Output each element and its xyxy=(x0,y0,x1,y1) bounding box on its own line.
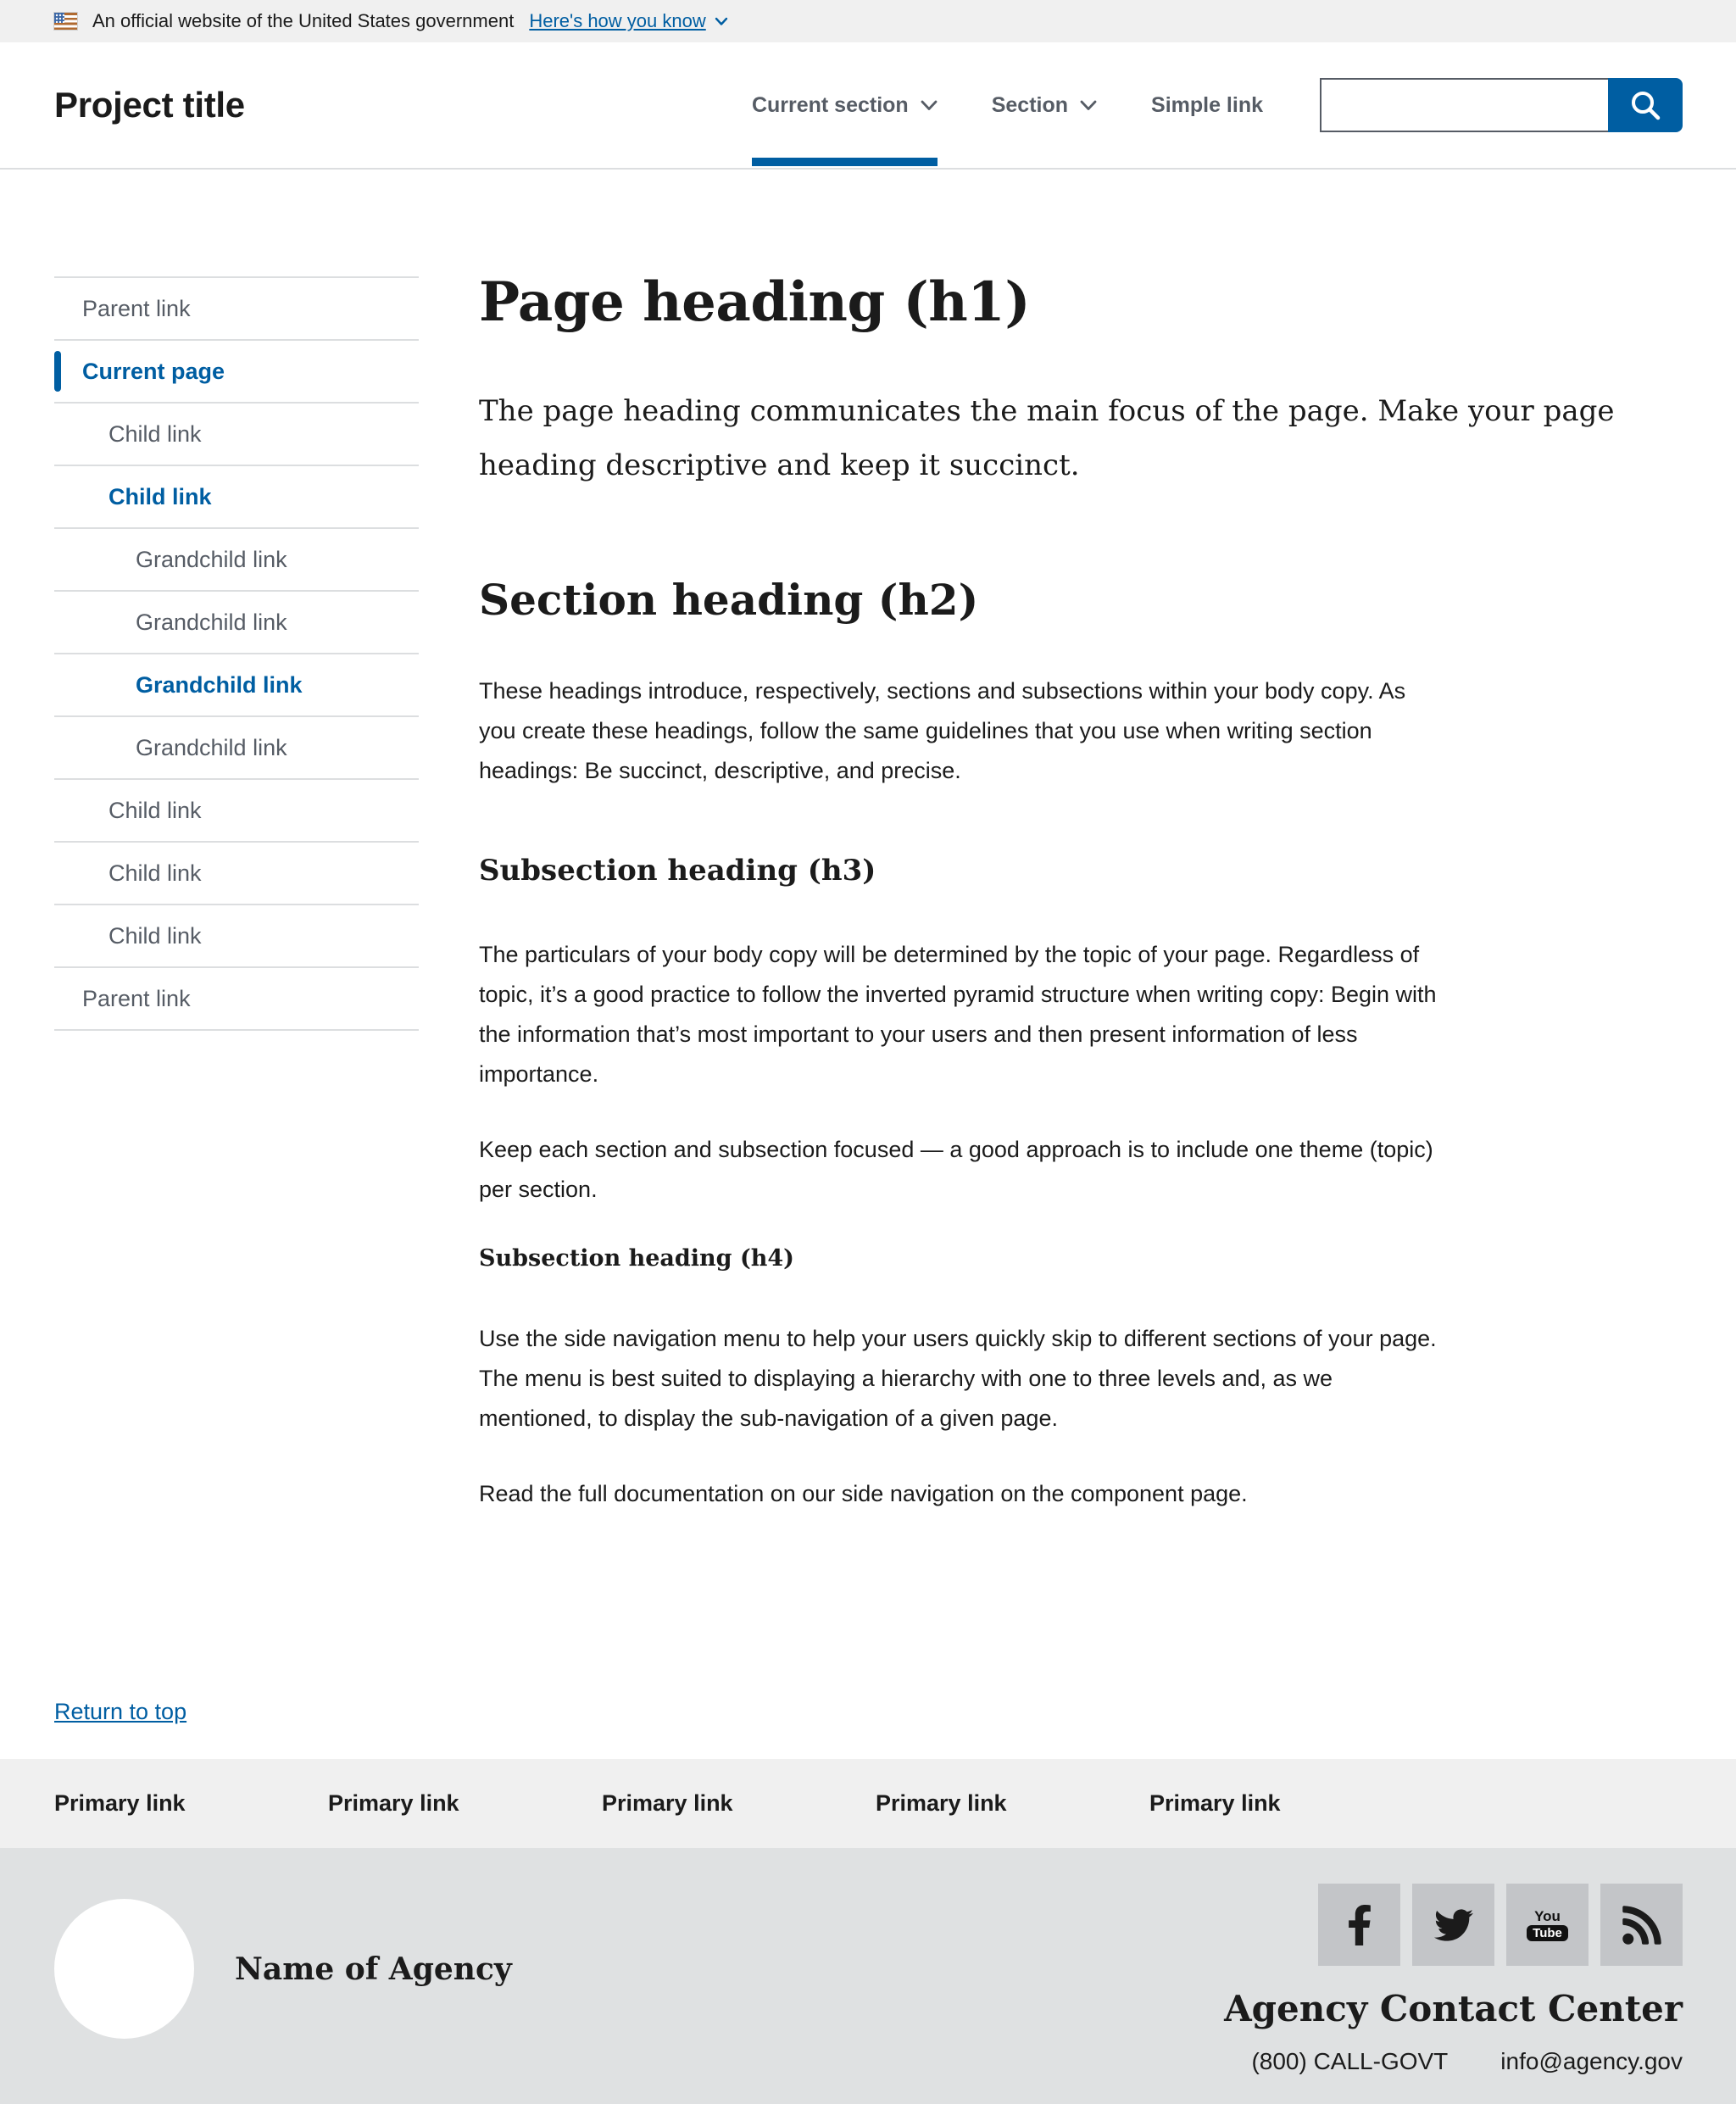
footer-primary-item: Primary link xyxy=(328,1790,459,1816)
footer-secondary xyxy=(0,1848,1736,2104)
sidenav-item-child-link: Child link xyxy=(54,904,419,966)
nav-item-label: Section xyxy=(991,92,1069,117)
sidenav-item-parent-link: Parent link xyxy=(54,276,419,339)
site-header xyxy=(0,42,1736,170)
banner-link-label: Here's how you know xyxy=(529,10,706,31)
paragraph: Keep each section and subsection focused — a good approach is to include one theme (topic) per section. xyxy=(479,1137,1433,1202)
intro-paragraph: The page heading communicates the main focus of the page. Make your page heading descriptive and keep it succinct. xyxy=(479,394,1615,483)
subsection-heading-h3: Subsection heading (h3) xyxy=(479,853,876,888)
contact-email-link[interactable]: info@agency.gov xyxy=(1500,2048,1683,2074)
footer-primary-item: Primary link xyxy=(876,1790,1007,1816)
subsection-heading-h4: Subsection heading (h4) xyxy=(479,1244,794,1272)
search-box xyxy=(1320,78,1683,132)
site-title: Project title xyxy=(54,85,245,125)
nav-item-label: Simple link xyxy=(1151,92,1263,117)
chevron-down-icon xyxy=(1080,100,1097,111)
nav-item-simple-link[interactable] xyxy=(1151,42,1263,168)
search-icon xyxy=(1628,88,1662,122)
chevron-down-icon xyxy=(715,17,728,26)
nav-item-section[interactable] xyxy=(992,42,1097,168)
twitter-icon xyxy=(1431,1906,1477,1945)
rss-icon xyxy=(1622,1903,1661,1947)
chevron-down-icon xyxy=(921,100,938,111)
youtube-icon: You Tube xyxy=(1527,1909,1568,1941)
banner-how-you-know-link[interactable] xyxy=(529,10,727,32)
side-navigation xyxy=(54,276,419,1031)
search-input[interactable] xyxy=(1320,78,1608,132)
main-content xyxy=(479,271,1683,1514)
banner-text: An official website of the United States government xyxy=(92,10,515,31)
footer-primary-item: Primary link xyxy=(602,1790,733,1816)
agency-logo xyxy=(54,1899,194,2039)
social-links xyxy=(1318,1884,1683,1966)
sidenav-item-grandchild-link: Grandchild link xyxy=(54,590,419,653)
search-button[interactable] xyxy=(1608,78,1683,132)
sidenav-item-child-link: Child link xyxy=(54,465,419,527)
sidenav-item-grandchild-link: Grandchild link xyxy=(54,653,419,715)
page-body xyxy=(0,170,1736,1759)
sidenav-item-current-page: Current page xyxy=(54,339,419,402)
gov-banner xyxy=(0,0,1736,42)
paragraph: Read the full documentation on our side navigation on the component page. xyxy=(479,1480,1248,1506)
agency-contact xyxy=(1224,1884,1683,2104)
facebook-icon xyxy=(1347,1902,1372,1948)
contact-phone-link[interactable]: (800) CALL-GOVT xyxy=(1251,2048,1449,2074)
sidenav-item-grandchild-link: Grandchild link xyxy=(54,527,419,590)
sidenav-item-child-link: Child link xyxy=(54,841,419,904)
site-footer xyxy=(0,1759,1736,2104)
youtube-link[interactable] xyxy=(1506,1884,1589,1966)
contact-info xyxy=(1251,2048,1683,2075)
primary-nav xyxy=(752,42,1263,168)
paragraph: These headings introduce, respectively, sections and subsections within your body copy. As you create these headings, follow the same guidelines that you use when writing section headings: Be succinct, descriptive, and precise. xyxy=(479,678,1406,783)
return-to-top-link[interactable]: Return to top xyxy=(54,1699,187,1724)
sidenav-item-child-link: Child link xyxy=(54,778,419,841)
twitter-link[interactable] xyxy=(1412,1884,1494,1966)
sidenav-item-parent-link: Parent link xyxy=(54,966,419,1031)
sidenav-item-child-link: Child link xyxy=(54,402,419,465)
rss-link[interactable] xyxy=(1600,1884,1683,1966)
nav-item-current-section[interactable] xyxy=(752,42,938,168)
sidenav-item-grandchild-link: Grandchild link xyxy=(54,715,419,778)
agency-identity xyxy=(54,1899,512,2039)
facebook-link[interactable] xyxy=(1318,1884,1400,1966)
paragraph: The particulars of your body copy will be determined by the topic of your page. Regardless of topic, it’s a good practice to follow the inverted pyramid structure when writing copy: Begin with the information that’s most important to your users and then present information of less importance. xyxy=(479,942,1437,1088)
nav-item-label: Current section xyxy=(751,92,909,117)
page-heading: Page heading (h1) xyxy=(479,270,1031,334)
us-flag-icon xyxy=(54,13,77,30)
agency-name: Name of Agency xyxy=(235,1951,512,1987)
paragraph: Use the side navigation menu to help your users quickly skip to different sections of your page. The menu is best suited to displaying a hierarchy with one to three levels and, as we mentioned, to display the sub-navigation of a given page. xyxy=(479,1326,1437,1431)
contact-center-heading: Agency Contact Center xyxy=(1224,1988,1683,2029)
footer-primary-item: Primary link xyxy=(54,1790,186,1816)
footer-primary-nav xyxy=(0,1759,1736,1848)
footer-primary-item: Primary link xyxy=(1149,1790,1281,1816)
section-heading: Section heading (h2) xyxy=(479,575,979,626)
